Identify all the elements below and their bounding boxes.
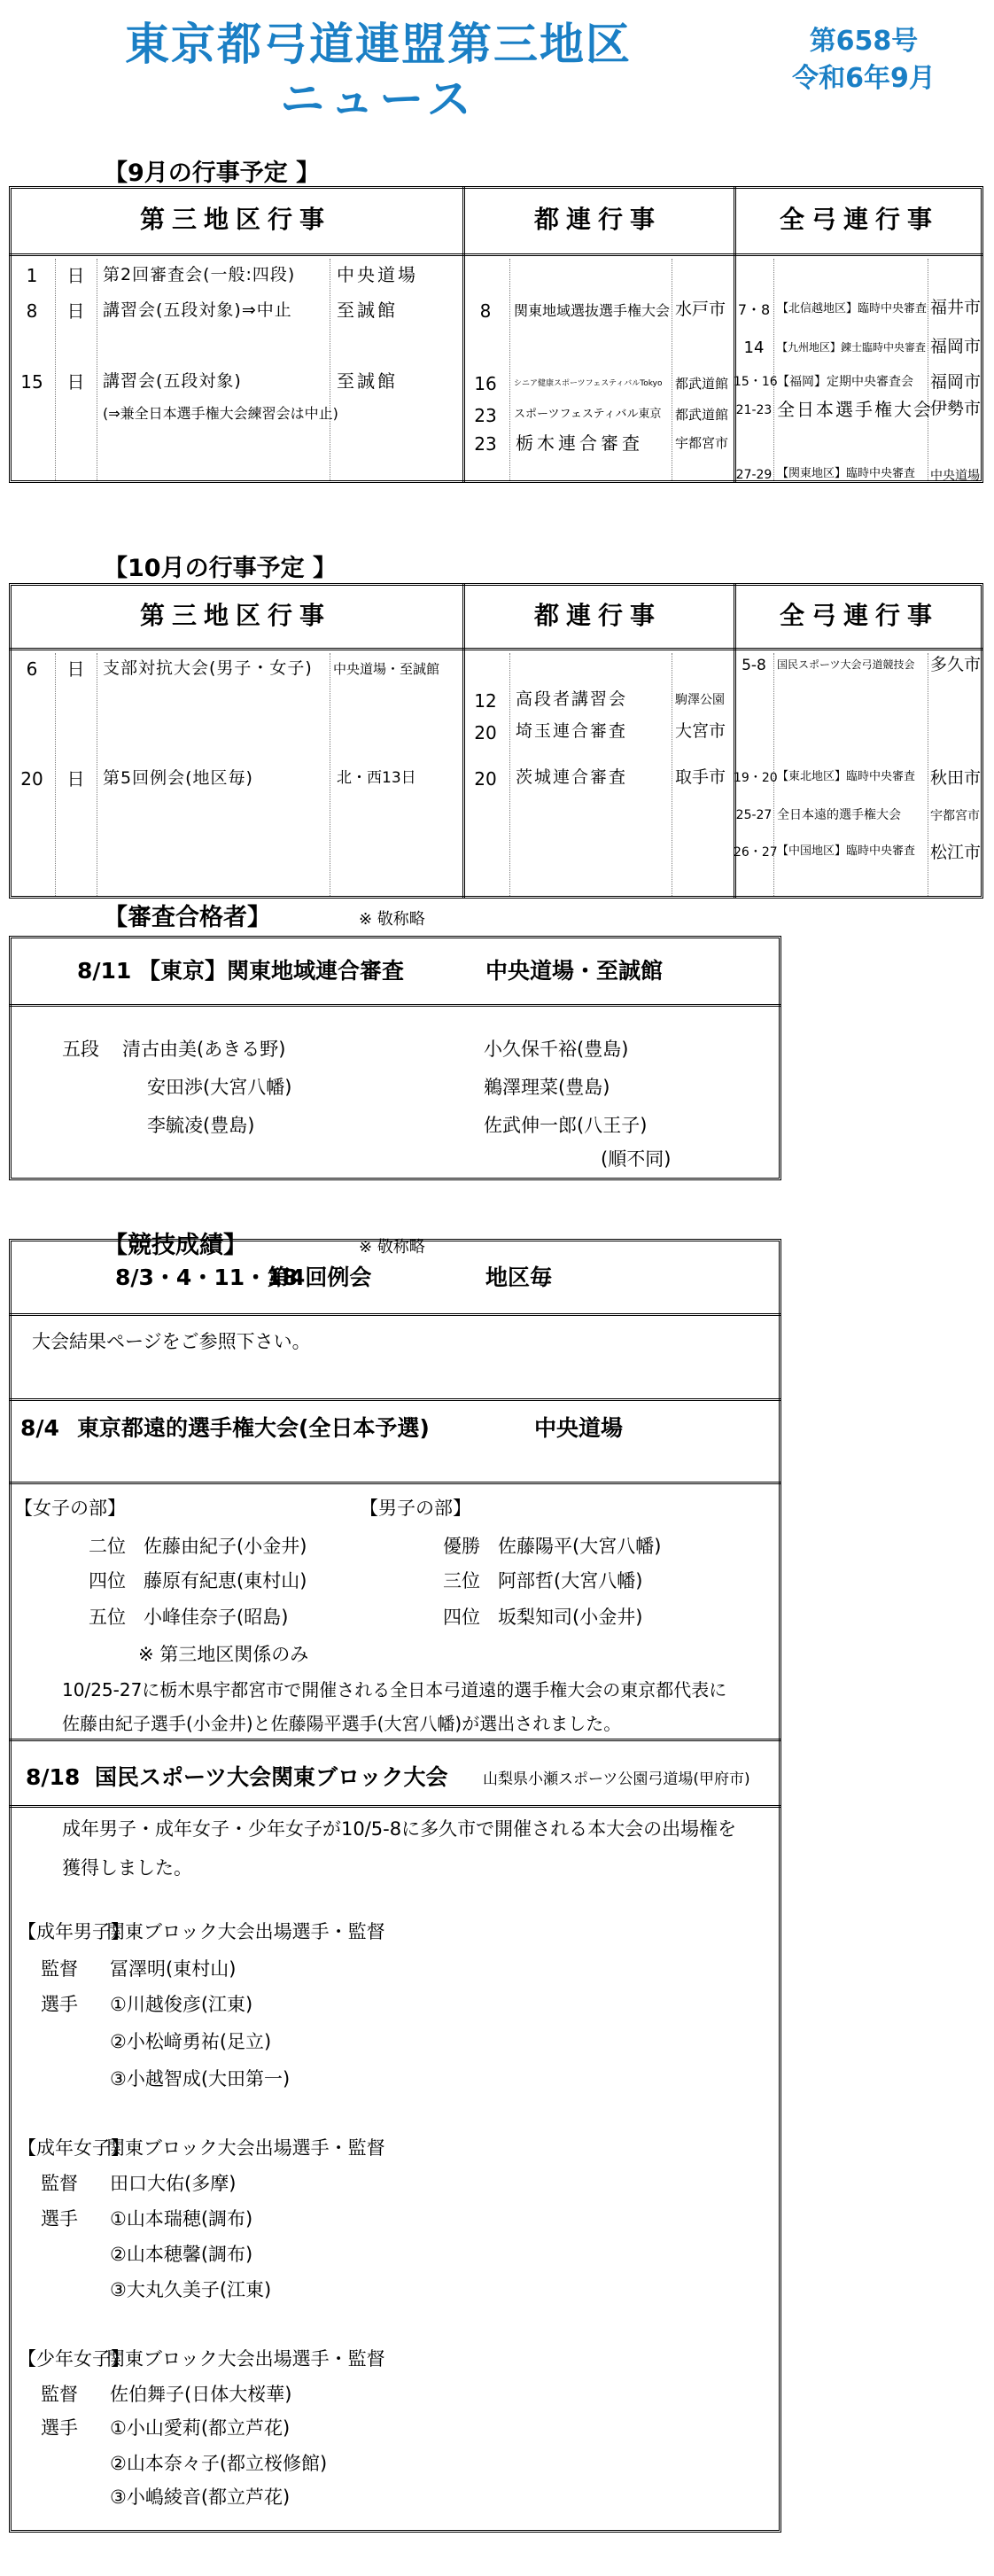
september-header-separator [9,253,983,256]
column-header-district: 第三地区行事 [139,205,331,234]
women-division-label: 【女子の部】 [14,1498,126,1519]
event-day: 日 [66,371,85,393]
event-name: 講習会(五段対象)⇒中止 [103,300,292,320]
masthead-title-line1: 東京都弓道連盟第三地区 [125,19,632,70]
coach-label: 監督 [41,1958,78,1980]
event-day: 日 [66,265,85,286]
event-date: 20 [474,768,497,790]
event-venue: 福岡市 [930,372,982,392]
event-date: 23 [474,405,497,426]
event-venue: 水戸市 [675,300,726,319]
event-venue: 中央道場・至誠館 [333,661,440,677]
results-row-separator [9,1482,781,1484]
result-name: 小峰佳奈子(昭島) [144,1607,289,1628]
event-name: 支部対抗大会(男子・女子) [103,658,313,678]
enteki-title: 東京都遠的選手権大会(全日本予選) [77,1415,430,1441]
result-rank: 優勝 [443,1536,480,1557]
shinsa-venue: 中央道場・至誠館 [485,958,664,984]
event-date: 6 [26,658,38,680]
event-venue: 至誠館 [337,300,398,321]
event-date: 21-23 [735,403,773,417]
event-date: 27-29 [735,468,773,482]
event-name: 【福岡】定期中央審査会 [777,375,913,389]
column-header-toren: 都連行事 [533,205,662,234]
column-divider [55,259,56,480]
results-row-separator [9,1739,781,1741]
event-venue: 秋田市 [930,768,982,788]
event-date: 15 [20,371,43,393]
event-name: 第5回例会(地区毎) [103,768,253,788]
event-date: 15・16 [734,375,778,389]
shinsa-honorific-note: ※ 敬称略 [359,910,425,929]
event-name: 国民スポーツ大会弓道競技会 [777,658,915,671]
results-row-separator [9,1805,781,1808]
event-name: 高段者講習会 [516,689,628,709]
event-day: 日 [66,300,85,322]
event-venue: 中央道場 [930,469,980,483]
selection-paragraph-line2: 佐藤由紀子選手(小金井)と佐藤陽平選手(大宮八幡)が選出されました。 [62,1713,622,1734]
event-venue: 宇都宮市 [930,809,980,823]
order-note: (順不同) [601,1148,672,1170]
event-venue: 大宮市 [675,721,726,741]
coach-label: 監督 [41,2384,78,2405]
district-only-note: ※ 第三地区関係のみ [138,1644,309,1665]
event-date: 12 [474,690,497,712]
event-name: 茨城連合審査 [516,767,628,787]
event-name: 関東地域選抜選手権大会 [514,302,671,319]
event-date: 26・27 [734,845,778,860]
event-venue: 中央道場 [337,264,418,285]
event-day: 日 [66,658,85,680]
result-rank: 三位 [443,1570,480,1592]
column-divider [773,259,774,480]
result-name: 藤原有紀恵(東村山) [144,1570,307,1592]
passer-name: 小久保千裕(豊島) [484,1039,629,1060]
october-label: 【10月の行事予定 】 [104,555,337,582]
event-name: 【北信越地区】臨時中央審査 [777,302,928,315]
column-header-district: 第三地区行事 [139,601,331,630]
result-name: 坂梨知司(小金井) [498,1607,643,1628]
event-name: 第2回審査会(一般:四段) [103,265,296,284]
event-venue: 至誠館 [337,370,398,392]
passer-name: 李毓凌(豊島) [147,1115,255,1136]
result-rank: 五位 [89,1607,126,1628]
event-date: 20 [20,768,43,790]
shinsa-header-separator [9,1004,781,1007]
event-date: 20 [474,722,497,743]
coach-name: 佐伯舞子(日体大桜華) [110,2384,292,2405]
player-name: ③小越智成(大田第一) [110,2068,291,2090]
reikai-date: 8/3・4・11・18 [115,1265,298,1290]
event-date: 8 [26,300,38,322]
kokumin-title: 国民スポーツ大会関東ブロック大会 [95,1764,448,1790]
event-venue: 北・西13日 [337,769,416,787]
issue-date: 令和6年9月 [792,63,936,94]
result-rank: 四位 [443,1607,480,1628]
event-venue: 松江市 [930,843,982,862]
passer-name: 鵜澤理菜(豊島) [484,1077,610,1098]
column-divider [509,653,510,896]
event-name: 講習会(五段対象) [103,371,242,391]
event-date: 5-8 [742,657,766,674]
event-name: スポーツフェスティバル東京 [514,408,662,421]
column-header-zenkyuren: 全弓連行事 [779,601,939,630]
players-label: 選手 [41,1994,78,2015]
event-name: 全日本選手権大会 [777,399,933,420]
shinsa-date: 8/11 [77,958,132,984]
column-header-zenkyuren: 全弓連行事 [779,205,939,234]
team-heading: 関東ブロック大会出場選手・監督 [106,1921,385,1942]
event-venue: 伊勢市 [930,399,982,418]
player-name: ①小山愛莉(都立芦花) [110,2417,291,2439]
player-name: ①山本瑞穂(調布) [110,2208,253,2230]
team-label: 【少年女子】 [18,2348,129,2370]
result-rank: 二位 [89,1536,126,1557]
event-venue: 福岡市 [930,337,982,356]
event-venue: 福井市 [930,298,982,317]
september-label: 【9月の行事予定 】 [104,160,321,187]
players-label: 選手 [41,2417,78,2439]
passer-name: 佐武伸一郎(八王子) [484,1115,648,1136]
october-header-separator [9,648,983,650]
team-heading: 関東ブロック大会出場選手・監督 [106,2348,385,2370]
passer-name: 清古由美(あきる野) [122,1039,286,1060]
player-name: ③小嶋綾音(都立芦花) [110,2487,291,2508]
enteki-venue: 中央道場 [534,1415,624,1441]
selection-paragraph-line1: 10/25-27に栃木県宇都宮市で開催される全日本弓道遠的選手権大会の東京都代表に [62,1679,727,1700]
event-name: シニア健康スポーツフェスティバルTokyo [514,379,663,388]
event-venue: 多久市 [930,655,982,674]
player-name: ③大丸久美子(江東) [110,2279,272,2300]
column-divider [509,259,510,480]
event-date: 8 [479,300,492,322]
event-date: 1 [26,265,38,286]
result-name: 佐藤由紀子(小金井) [144,1536,307,1557]
event-name: 【東北地区】臨時中央審査 [777,770,916,783]
coach-name: 冨澤明(東村山) [110,1958,237,1980]
event-venue: 都武道館 [675,376,729,392]
results-row-separator [9,1398,781,1401]
rank-label: 五段 [62,1039,99,1060]
kokumin-venue: 山梨県小瀬スポーツ公園弓道場(甲府市) [483,1771,750,1788]
event-date: 16 [474,373,497,394]
event-venue: 都武道館 [675,407,729,423]
event-date: 23 [474,433,497,455]
player-name: ②山本穂馨(調布) [110,2244,253,2265]
event-venue: 取手市 [675,767,726,787]
masthead-title-line2: ニュース [280,74,477,125]
result-name: 佐藤陽平(大宮八幡) [498,1536,662,1557]
team-label: 【成年男子】 [18,1921,129,1942]
results-label: 【競技成績】 [104,1232,247,1259]
players-label: 選手 [41,2208,78,2230]
kokumin-paragraph-line1: 成年男子・成年女子・少年女子が10/5-8に多久市で開催される本大会の出場権を [62,1818,737,1840]
player-name: ②小松﨑勇祐(足立) [110,2031,272,2052]
shinsa-event: 【東京】関東地域連合審査 [138,958,405,984]
event-date: 7・8 [737,301,771,318]
result-name: 阿部哲(大宮八幡) [498,1570,643,1592]
event-note: (⇒兼全日本選手権大会練習会は中止) [103,405,338,422]
player-name: ①川越俊彦(江東) [110,1994,253,2015]
event-name: 【関東地区】臨時中央審査 [777,467,916,480]
passer-name: 安田渉(大宮八幡) [147,1077,292,1098]
kokumin-paragraph-line2: 獲得しました。 [62,1857,192,1879]
event-venue: 宇都宮市 [675,435,729,451]
event-name: 【九州地区】錬士臨時中央審査 [777,341,927,354]
reikai-venue: 地区毎 [485,1265,553,1290]
coach-label: 監督 [41,2173,78,2194]
reikai-body: 大会結果ページをご参照下さい。 [32,1331,311,1352]
event-name: 栃木連合審査 [516,432,643,454]
kokumin-date: 8/18 [26,1764,81,1790]
results-row-separator [9,1313,781,1316]
event-date: 19・20 [734,771,778,785]
column-header-toren: 都連行事 [533,601,662,630]
coach-name: 田口大佑(多摩) [110,2173,237,2194]
event-date: 25-27 [735,808,773,822]
shinsa-label: 【審査合格者】 [104,904,271,931]
event-name: 【中国地区】臨時中央審査 [777,844,916,858]
event-date: 14 [743,339,765,357]
event-venue: 駒澤公園 [675,693,725,707]
team-heading: 関東ブロック大会出場選手・監督 [106,2137,385,2159]
men-division-label: 【男子の部】 [360,1498,471,1519]
enteki-date: 8/4 [20,1415,59,1441]
event-name: 全日本遠的選手権大会 [777,808,901,822]
event-name: 埼玉連合審査 [516,721,628,741]
result-rank: 四位 [89,1570,126,1592]
results-honorific-note: ※ 敬称略 [359,1238,425,1257]
player-name: ②山本奈々子(都立桜修館) [110,2453,328,2474]
issue-number: 第658号 [809,26,919,57]
event-day: 日 [66,768,85,790]
reikai-title: 第4回例会 [268,1265,372,1290]
team-label: 【成年女子】 [18,2137,129,2159]
